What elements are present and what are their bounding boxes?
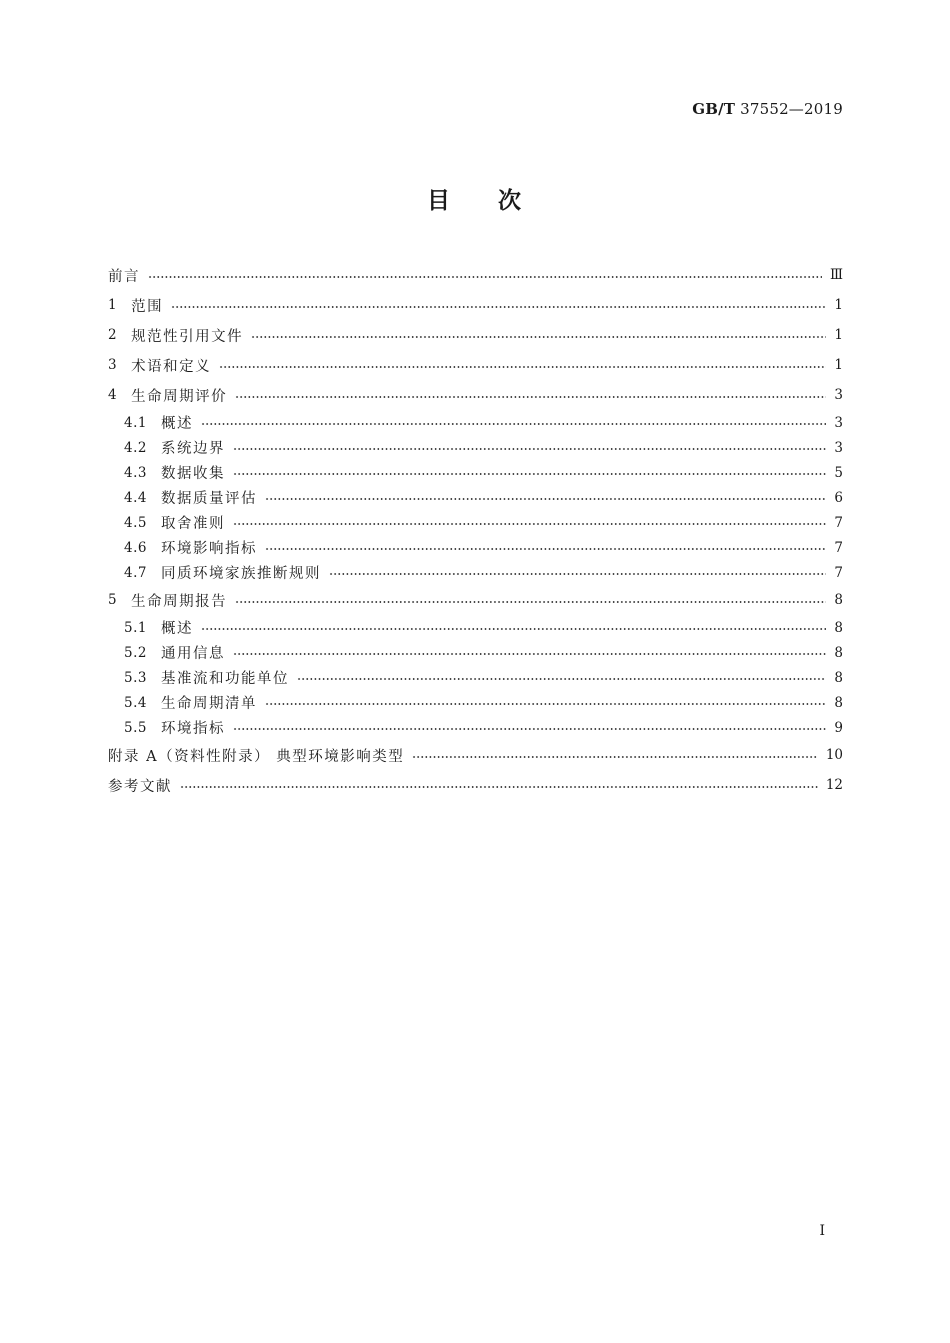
toc-leader-dots xyxy=(233,523,826,525)
toc-entry[interactable] xyxy=(108,740,843,770)
toc-entry-label: 生命周期清单 xyxy=(160,696,257,712)
toc-entry[interactable] xyxy=(108,535,843,560)
toc-entry-label: 环境影响指标 xyxy=(160,541,257,557)
toc-entry-label: 通用信息 xyxy=(160,646,225,662)
toc-entry[interactable] xyxy=(108,690,843,715)
toc-entry[interactable] xyxy=(108,615,843,640)
standard-prefix: GB/T xyxy=(692,100,736,118)
toc-entry-number: 4.2 xyxy=(124,439,147,456)
toc-entry-number: 1 xyxy=(108,297,118,313)
toc-entry-page: 8 xyxy=(834,644,843,661)
toc-entry-page: 10 xyxy=(825,747,843,763)
toc-entry[interactable] xyxy=(108,410,843,435)
toc-leader-dots xyxy=(233,653,826,655)
toc-entry-page: 3 xyxy=(834,439,843,456)
toc-entry-label: 生命周期报告 xyxy=(131,593,228,610)
toc-entry[interactable] xyxy=(108,485,843,510)
toc-entry[interactable] xyxy=(108,460,843,485)
toc-entry-number: 4.3 xyxy=(124,464,147,481)
toc-entry-number: 5.4 xyxy=(124,694,147,711)
page-number: I xyxy=(819,1223,825,1239)
toc-leader-dots xyxy=(412,756,818,758)
toc-entry-label: 范围 xyxy=(131,298,164,315)
title-left-char: 目 xyxy=(427,187,452,214)
toc-entry-page: 8 xyxy=(834,619,843,636)
toc-entry[interactable] xyxy=(108,510,843,535)
toc-entry-page: 7 xyxy=(834,564,843,581)
toc-entry-number: 4.5 xyxy=(124,514,147,531)
toc-entry-number: 5.5 xyxy=(124,719,147,736)
toc-entry-page: 8 xyxy=(834,694,843,711)
title-right-char: 次 xyxy=(498,187,523,214)
toc-entry-label: 规范性引用文件 xyxy=(131,328,244,345)
toc-entry-number: 4.6 xyxy=(124,539,147,556)
toc-entry-page: 5 xyxy=(834,464,843,481)
page-title xyxy=(0,182,950,215)
toc-entry-page: 3 xyxy=(834,387,843,403)
toc-entry-label: 概述 xyxy=(160,621,193,637)
toc-leader-dots xyxy=(265,548,826,550)
toc-entry-number: 4.1 xyxy=(124,414,147,431)
toc-leader-dots xyxy=(180,786,818,788)
toc-entry-label: 环境指标 xyxy=(160,721,225,737)
standard-code: 37552—2019 xyxy=(740,100,843,118)
toc-entry[interactable] xyxy=(108,350,843,380)
toc-entry-label: 参考文献 xyxy=(108,778,172,795)
toc-leader-dots xyxy=(265,498,826,500)
toc-entry-label: 数据收集 xyxy=(160,466,225,482)
toc-entry-number: 4.4 xyxy=(124,489,147,506)
toc-entry-label: 数据质量评估 xyxy=(160,491,257,507)
toc-entry[interactable] xyxy=(108,320,843,350)
toc-entry[interactable] xyxy=(108,665,843,690)
toc-entry-page: 7 xyxy=(834,514,843,531)
toc-entry[interactable] xyxy=(108,380,843,410)
toc-leader-dots xyxy=(235,396,826,398)
toc-entry-label: 系统边界 xyxy=(160,441,225,457)
toc-entry-number: 5.3 xyxy=(124,669,147,686)
toc-entry-page: 9 xyxy=(834,719,843,736)
toc-entry[interactable] xyxy=(108,260,843,290)
toc-leader-dots xyxy=(265,703,826,705)
toc-entry-page: 1 xyxy=(834,297,843,313)
toc-entry-label: 附录 A（资料性附录） 典型环境影响类型 xyxy=(108,748,405,765)
toc-leader-dots xyxy=(233,448,826,450)
toc-leader-dots xyxy=(201,423,826,425)
toc-entry-page: 1 xyxy=(834,357,843,373)
toc-leader-dots xyxy=(251,336,826,338)
toc-entry-number: 5.1 xyxy=(124,619,147,636)
toc-entry-number: 5.2 xyxy=(124,644,147,661)
toc-entry-page: 3 xyxy=(834,414,843,431)
toc-entry[interactable] xyxy=(108,770,843,800)
toc-entry-label: 同质环境家族推断规则 xyxy=(160,566,321,582)
toc-entry-number: 4.7 xyxy=(124,564,147,581)
toc-entry-label: 基准流和功能单位 xyxy=(160,671,289,687)
toc-leader-dots xyxy=(148,276,822,278)
toc-entry-page: 7 xyxy=(834,539,843,556)
toc-entry-label: 术语和定义 xyxy=(131,358,212,375)
toc-entry-label: 概述 xyxy=(160,416,193,432)
toc-leader-dots xyxy=(219,366,826,368)
toc-entry-number: 5 xyxy=(108,592,118,608)
toc-leader-dots xyxy=(233,473,826,475)
toc-entry-number: 3 xyxy=(108,357,118,373)
toc-entry-label: 前言 xyxy=(108,268,140,285)
table-of-contents xyxy=(108,260,843,800)
toc-entry-page: 6 xyxy=(834,489,843,506)
toc-entry-number: 2 xyxy=(108,327,118,343)
toc-entry-page: 8 xyxy=(834,592,843,608)
toc-entry-page: Ⅲ xyxy=(829,267,843,283)
toc-entry-label: 取舍准则 xyxy=(160,516,225,532)
toc-entry-page: 1 xyxy=(834,327,843,343)
toc-entry[interactable] xyxy=(108,585,843,615)
toc-entry[interactable] xyxy=(108,640,843,665)
toc-entry-number: 4 xyxy=(108,387,118,403)
standard-number xyxy=(692,100,843,118)
toc-leader-dots xyxy=(201,628,826,630)
toc-entry-page: 12 xyxy=(825,777,843,793)
toc-leader-dots xyxy=(171,306,826,308)
toc-entry[interactable] xyxy=(108,435,843,460)
toc-entry-page: 8 xyxy=(834,669,843,686)
toc-entry[interactable] xyxy=(108,715,843,740)
toc-entry[interactable] xyxy=(108,560,843,585)
toc-entry-label: 生命周期评价 xyxy=(131,388,228,405)
toc-leader-dots xyxy=(233,728,826,730)
toc-entry[interactable] xyxy=(108,290,843,320)
toc-leader-dots xyxy=(297,678,826,680)
toc-leader-dots xyxy=(329,573,826,575)
toc-leader-dots xyxy=(235,601,826,603)
